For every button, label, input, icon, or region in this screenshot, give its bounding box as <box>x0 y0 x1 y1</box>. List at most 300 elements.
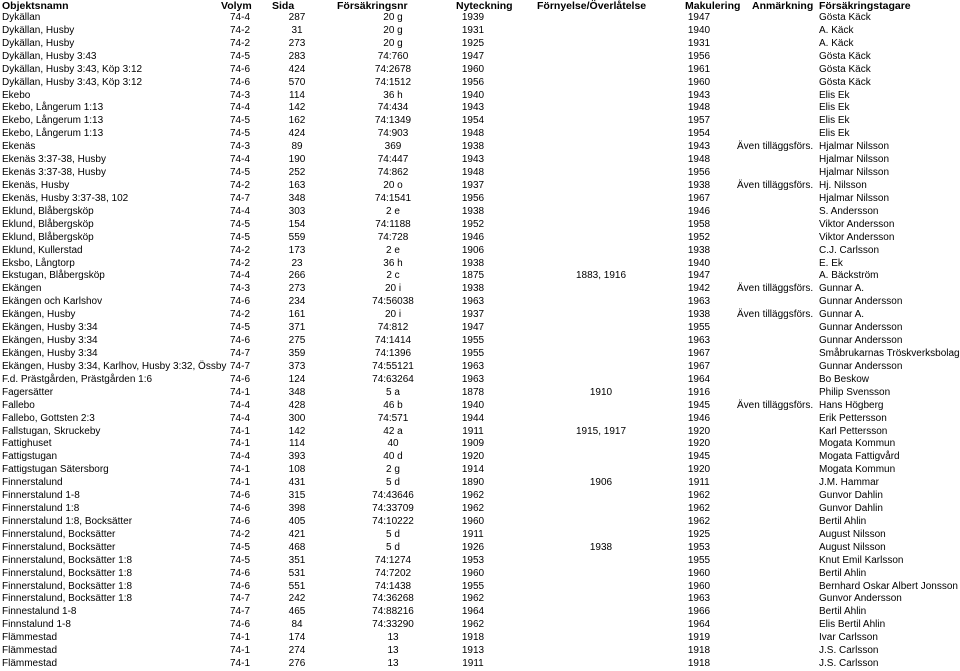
cell-makulering: 1919 <box>687 632 711 644</box>
cell-sida: 287 <box>288 12 306 23</box>
cell-nyteckning: 1962 <box>461 619 485 631</box>
cell-makulering: 1963 <box>687 296 711 308</box>
cell-nyteckning: 1878 <box>461 386 485 398</box>
header-volym: Volym <box>221 0 252 12</box>
cell-volym: 74-5 <box>229 50 250 62</box>
cell-sida: 124 <box>288 373 306 385</box>
cell-sida: 424 <box>288 63 306 75</box>
cell-forsakringsnr: 13 <box>387 632 399 644</box>
cell-nyteckning: 1940 <box>461 399 485 411</box>
cell-objektsnamn: Fattighuset <box>2 438 52 450</box>
cell-sida: 559 <box>288 231 306 243</box>
cell-makulering: 1960 <box>687 580 711 592</box>
table-row <box>0 180 960 193</box>
cell-forsakringstagare: C.J. Carlsson <box>819 244 880 256</box>
cell-volym: 74-5 <box>229 115 250 127</box>
cell-makulering: 1964 <box>687 619 711 631</box>
cell-objektsnamn: Ekenäs 3:37-38, Husby <box>2 154 106 166</box>
cell-fornyelse: 1915, 1917 <box>575 425 627 437</box>
table-row <box>0 154 960 167</box>
table-row <box>0 283 960 296</box>
table-row <box>0 555 960 568</box>
table-row <box>0 219 960 232</box>
cell-objektsnamn: Fattigstugan Sätersborg <box>2 464 109 476</box>
cell-forsakringstagare: Viktor Andersson <box>819 231 895 243</box>
cell-makulering: 1952 <box>687 231 711 243</box>
table-header <box>0 0 960 12</box>
cell-nyteckning: 1955 <box>461 580 485 592</box>
cell-forsakringstagare: Viktor Andersson <box>819 218 895 230</box>
cell-forsakringsnr: 74:2678 <box>374 63 412 75</box>
cell-makulering: 1962 <box>687 515 711 527</box>
cell-forsakringstagare: E. Ek <box>819 257 843 269</box>
cell-objektsnamn: Fallebo <box>2 399 35 411</box>
cell-nyteckning: 1960 <box>461 567 485 579</box>
cell-nyteckning: 1890 <box>461 477 485 489</box>
cell-sida: 234 <box>288 296 306 308</box>
cell-sida: 275 <box>288 335 306 347</box>
cell-forsakringsnr: 46 b <box>383 399 403 411</box>
cell-nyteckning: 1962 <box>461 503 485 515</box>
cell-nyteckning: 1875 <box>461 270 485 282</box>
cell-volym: 74-3 <box>229 141 250 153</box>
cell-nyteckning: 1955 <box>461 347 485 359</box>
cell-volym: 74-2 <box>229 244 250 256</box>
cell-objektsnamn: Fallstugan, Skruckeby <box>2 425 101 437</box>
cell-makulering: 1964 <box>687 373 711 385</box>
cell-forsakringsnr: 74:728 <box>377 231 409 243</box>
table-row <box>0 387 960 400</box>
cell-sida: 468 <box>288 541 306 553</box>
header-objektsnamn: Objektsnamn <box>2 0 69 12</box>
table-row <box>0 141 960 154</box>
table-row <box>0 258 960 271</box>
cell-volym: 74-1 <box>229 645 250 657</box>
cell-forsakringstagare: Knut Emil Karlsson <box>819 554 904 566</box>
cell-makulering: 1954 <box>687 128 711 140</box>
cell-makulering: 1967 <box>687 360 711 372</box>
cell-volym: 74-3 <box>229 89 250 101</box>
cell-sida: 300 <box>288 412 306 424</box>
cell-makulering: 1960 <box>687 567 711 579</box>
cell-nyteckning: 1953 <box>461 554 485 566</box>
header-forsakringstagare: Försäkringstagare <box>819 0 911 12</box>
cell-forsakringsnr: 20 o <box>383 179 403 191</box>
cell-forsakringsnr: 74:1396 <box>374 347 412 359</box>
cell-volym: 74-1 <box>229 438 250 450</box>
cell-forsakringsnr: 74:571 <box>377 412 409 424</box>
cell-sida: 173 <box>288 244 306 256</box>
table-row <box>0 77 960 90</box>
cell-nyteckning: 1920 <box>461 451 485 463</box>
cell-volym: 74-6 <box>229 580 250 592</box>
cell-forsakringstagare: Gösta Käck <box>819 63 871 75</box>
cell-makulering: 1945 <box>687 399 711 411</box>
table-row <box>0 529 960 542</box>
cell-objektsnamn: Finnerstalund 1:8 <box>2 503 80 515</box>
header-forsakringsnr: Försäkringsnr <box>337 0 408 12</box>
cell-forsakringsnr: 74:447 <box>377 154 409 166</box>
cell-sida: 273 <box>288 283 306 295</box>
cell-volym: 74-1 <box>229 632 250 644</box>
table-row <box>0 593 960 606</box>
cell-volym: 74-6 <box>229 335 250 347</box>
cell-makulering: 1931 <box>687 37 711 49</box>
cell-objektsnamn: Finnerstalund 1:8, Bocksätter <box>2 515 133 527</box>
cell-makulering: 1958 <box>687 218 711 230</box>
header-anmarkning: Anmärkning <box>752 0 814 12</box>
cell-forsakringstagare: Hj. Nilsson <box>819 179 867 191</box>
cell-forsakringsnr: 74:1541 <box>374 192 412 204</box>
cell-volym: 74-7 <box>229 593 250 605</box>
cell-nyteckning: 1960 <box>461 63 485 75</box>
cell-forsakringstagare: A. Käck <box>819 37 854 49</box>
table-row <box>0 38 960 51</box>
table-row <box>0 516 960 529</box>
cell-sida: 114 <box>289 438 305 450</box>
cell-objektsnamn: Ekebo, Långerum 1:13 <box>2 128 104 140</box>
cell-sida: 398 <box>288 503 306 515</box>
cell-objektsnamn: F.d. Prästgården, Prästgården 1:6 <box>2 373 153 385</box>
cell-volym: 74-7 <box>229 347 250 359</box>
cell-forsakringsnr: 5 d <box>386 541 400 553</box>
cell-nyteckning: 1938 <box>461 257 485 269</box>
cell-objektsnamn: Ekängen <box>2 283 42 295</box>
cell-makulering: 1953 <box>687 541 711 553</box>
cell-forsakringsnr: 20 g <box>383 12 403 23</box>
table-row <box>0 322 960 335</box>
cell-makulering: 1955 <box>687 554 711 566</box>
table-row <box>0 25 960 38</box>
cell-anmarkning: Även tilläggsförs. <box>737 283 814 295</box>
cell-makulering: 1938 <box>687 309 711 321</box>
table-row <box>0 581 960 594</box>
cell-objektsnamn: Finnerstalund 1-8 <box>2 490 80 502</box>
cell-nyteckning: 1964 <box>461 606 485 618</box>
cell-forsakringsnr: 74:1512 <box>374 76 412 88</box>
table-row <box>0 51 960 64</box>
cell-forsakringsnr: 74:1274 <box>374 554 412 566</box>
cell-sida: 273 <box>288 37 306 49</box>
cell-forsakringstagare: Gunnar A. <box>819 283 865 295</box>
table-row <box>0 348 960 361</box>
cell-forsakringstagare: Gunnar Andersson <box>819 322 903 334</box>
cell-objektsnamn: Fattigstugan <box>2 451 58 463</box>
table-body <box>0 12 960 671</box>
cell-volym: 74-1 <box>229 464 250 476</box>
cell-makulering: 1962 <box>687 490 711 502</box>
table-row <box>0 632 960 645</box>
table-row <box>0 374 960 387</box>
table-row <box>0 90 960 103</box>
cell-forsakringstagare: Philip Svensson <box>819 386 891 398</box>
cell-forsakringsnr: 2 e <box>386 205 400 217</box>
header-nyteckning: Nyteckning <box>456 0 513 12</box>
cell-nyteckning: 1938 <box>461 141 485 153</box>
cell-makulering: 1948 <box>687 102 711 114</box>
cell-makulering: 1948 <box>687 154 711 166</box>
cell-objektsnamn: Finnestalund 1-8 <box>2 606 77 618</box>
cell-sida: 84 <box>291 619 303 631</box>
cell-nyteckning: 1963 <box>461 296 485 308</box>
cell-forsakringsnr: 74:1349 <box>374 115 412 127</box>
cell-sida: 303 <box>288 205 306 217</box>
table-row <box>0 64 960 77</box>
cell-objektsnamn: Eklund, Blåbergsköp <box>2 231 94 243</box>
cell-volym: 74-5 <box>229 128 250 140</box>
cell-makulering: 1961 <box>687 63 711 75</box>
cell-fornyelse: 1906 <box>589 477 613 489</box>
cell-volym: 74-2 <box>229 24 250 36</box>
cell-makulering: 1962 <box>687 503 711 515</box>
cell-sida: 405 <box>288 515 306 527</box>
cell-volym: 74-5 <box>229 322 250 334</box>
cell-objektsnamn: Ekängen och Karlshov <box>2 296 103 308</box>
cell-nyteckning: 1926 <box>461 541 485 553</box>
cell-volym: 74-7 <box>229 606 250 618</box>
cell-objektsnamn: Eklund, Blåbergsköp <box>2 218 94 230</box>
cell-makulering: 1963 <box>687 335 711 347</box>
cell-nyteckning: 1914 <box>461 464 485 476</box>
cell-objektsnamn: Fagersätter <box>2 386 54 398</box>
cell-sida: 351 <box>288 554 306 566</box>
cell-forsakringsnr: 13 <box>387 645 399 657</box>
cell-makulering: 1960 <box>687 76 711 88</box>
cell-objektsnamn: Ekängen, Husby 3:34 <box>2 347 98 359</box>
cell-forsakringsnr: 2 e <box>386 244 400 256</box>
cell-makulering: 1920 <box>687 464 711 476</box>
cell-objektsnamn: Finnerstalund, Bocksätter <box>2 541 116 553</box>
table-row <box>0 477 960 490</box>
cell-makulering: 1947 <box>687 12 711 23</box>
cell-sida: 428 <box>288 399 306 411</box>
cell-nyteckning: 1943 <box>461 102 485 114</box>
cell-volym: 74-4 <box>229 12 250 23</box>
cell-forsakringsnr: 20 g <box>383 37 403 49</box>
cell-nyteckning: 1962 <box>461 490 485 502</box>
table-row <box>0 503 960 516</box>
cell-nyteckning: 1925 <box>461 37 485 49</box>
cell-sida: 551 <box>288 580 306 592</box>
table-row <box>0 193 960 206</box>
cell-sida: 114 <box>289 89 305 101</box>
table-row <box>0 426 960 439</box>
table-row <box>0 464 960 477</box>
cell-forsakringstagare: Gunvor Dahlin <box>819 490 883 502</box>
cell-sida: 154 <box>288 218 306 230</box>
cell-fornyelse: 1938 <box>589 541 613 553</box>
cell-nyteckning: 1911 <box>462 528 484 540</box>
cell-volym: 74-2 <box>229 37 250 49</box>
cell-forsakringstagare: J.M. Hammar <box>819 477 879 489</box>
cell-makulering: 1946 <box>687 205 711 217</box>
cell-forsakringsnr: 5 d <box>386 528 400 540</box>
cell-forsakringsnr: 20 i <box>384 309 402 321</box>
cell-makulering: 1918 <box>687 658 711 670</box>
cell-makulering: 1943 <box>687 141 711 153</box>
cell-sida: 142 <box>288 102 306 114</box>
cell-nyteckning: 1938 <box>461 283 485 295</box>
cell-forsakringsnr: 36 h <box>383 89 403 101</box>
cell-forsakringstagare: Mogata Fattigvård <box>819 451 900 463</box>
table-row <box>0 335 960 348</box>
header-makulering: Makulering <box>685 0 741 12</box>
cell-volym: 74-5 <box>229 218 250 230</box>
cell-forsakringsnr: 74:63264 <box>372 373 414 385</box>
cell-volym: 74-4 <box>229 399 250 411</box>
table-row <box>0 309 960 322</box>
cell-forsakringsnr: 369 <box>384 141 402 153</box>
cell-forsakringsnr: 13 <box>387 658 399 670</box>
cell-sida: 108 <box>288 464 306 476</box>
cell-forsakringsnr: 40 d <box>383 451 403 463</box>
cell-forsakringsnr: 74:903 <box>377 128 409 140</box>
cell-sida: 161 <box>288 309 306 321</box>
cell-objektsnamn: Flämmestad <box>2 645 58 657</box>
cell-forsakringstagare: Gösta Käck <box>819 76 871 88</box>
cell-volym: 74-5 <box>229 231 250 243</box>
cell-nyteckning: 1937 <box>461 179 485 191</box>
cell-makulering: 1938 <box>687 179 711 191</box>
cell-forsakringstagare: Elis Ek <box>819 115 850 127</box>
cell-forsakringstagare: Mogata Kommun <box>819 438 896 450</box>
cell-forsakringstagare: J.S. Carlsson <box>819 645 879 657</box>
cell-nyteckning: 1963 <box>461 373 485 385</box>
cell-objektsnamn: Flämmestad <box>2 658 58 670</box>
cell-forsakringsnr: 2 c <box>386 270 400 282</box>
cell-sida: 190 <box>288 154 306 166</box>
cell-sida: 315 <box>288 490 306 502</box>
cell-makulering: 1966 <box>687 606 711 618</box>
cell-makulering: 1938 <box>687 244 711 256</box>
cell-nyteckning: 1913 <box>461 645 485 657</box>
cell-sida: 163 <box>288 179 306 191</box>
cell-volym: 74-7 <box>229 360 250 372</box>
cell-sida: 348 <box>288 192 306 204</box>
cell-volym: 74-6 <box>229 373 250 385</box>
cell-sida: 89 <box>291 141 303 153</box>
cell-makulering: 1916 <box>687 386 711 398</box>
table-row <box>0 296 960 309</box>
cell-makulering: 1956 <box>687 167 711 179</box>
cell-forsakringstagare: Hans Högberg <box>819 399 884 411</box>
cell-forsakringstagare: Elis Ek <box>819 89 850 101</box>
cell-sida: 421 <box>288 528 306 540</box>
cell-forsakringsnr: 74:760 <box>377 50 409 62</box>
cell-makulering: 1925 <box>687 528 711 540</box>
table-row <box>0 490 960 503</box>
cell-objektsnamn: Finnerstalund, Bocksätter <box>2 528 116 540</box>
cell-objektsnamn: Finnerstalund, Bocksätter 1:8 <box>2 567 133 579</box>
cell-anmarkning: Även tilläggsförs. <box>737 141 814 153</box>
cell-objektsnamn: Eklund, Kullerstad <box>2 244 83 256</box>
cell-forsakringstagare: Bertil Ahlin <box>819 606 867 618</box>
cell-objektsnamn: Finnerstalund <box>2 477 63 489</box>
cell-sida: 274 <box>288 645 306 657</box>
cell-forsakringstagare: Karl Pettersson <box>819 425 888 437</box>
cell-volym: 74-1 <box>229 386 250 398</box>
cell-fornyelse: 1910 <box>589 386 613 398</box>
cell-objektsnamn: Ekebo, Långerum 1:13 <box>2 102 104 114</box>
cell-volym: 74-4 <box>229 270 250 282</box>
table-row <box>0 361 960 374</box>
cell-sida: 570 <box>288 76 306 88</box>
table-row <box>0 619 960 632</box>
cell-volym: 74-5 <box>229 541 250 553</box>
cell-forsakringstagare: Bernhard Oskar Albert Jonsson <box>819 580 958 592</box>
cell-sida: 359 <box>288 347 306 359</box>
cell-objektsnamn: Ekebo <box>2 89 31 101</box>
cell-sida: 142 <box>288 425 306 437</box>
cell-volym: 74-6 <box>229 567 250 579</box>
cell-forsakringsnr: 74:43646 <box>372 490 414 502</box>
cell-sida: 283 <box>288 50 306 62</box>
cell-forsakringstagare: Bertil Ahlin <box>819 567 867 579</box>
cell-forsakringsnr: 74:56038 <box>372 296 414 308</box>
cell-makulering: 1947 <box>687 270 711 282</box>
cell-makulering: 1955 <box>687 322 711 334</box>
cell-objektsnamn: Dykällan, Husby 3:43, Köp 3:12 <box>2 63 143 75</box>
cell-objektsnamn: Fallebo, Gottsten 2:3 <box>2 412 95 424</box>
table-row <box>0 102 960 115</box>
cell-objektsnamn: Finnstalund 1-8 <box>2 619 71 631</box>
table-row <box>0 270 960 283</box>
cell-fornyelse: 1883, 1916 <box>575 270 627 282</box>
cell-forsakringstagare: A. Käck <box>819 24 854 36</box>
cell-forsakringstagare: Hjalmar Nilsson <box>819 154 890 166</box>
cell-forsakringstagare: Gunvor Dahlin <box>819 503 883 515</box>
cell-volym: 74-1 <box>229 658 250 670</box>
cell-volym: 74-6 <box>229 619 250 631</box>
cell-forsakringstagare: Gunnar Andersson <box>819 296 903 308</box>
cell-forsakringsnr: 74:33709 <box>372 503 414 515</box>
cell-sida: 23 <box>291 257 303 269</box>
cell-nyteckning: 1962 <box>461 593 485 605</box>
cell-forsakringstagare: Bertil Ahlin <box>819 515 867 527</box>
table-row <box>0 438 960 451</box>
cell-forsakringstagare: Gösta Käck <box>819 12 871 23</box>
cell-objektsnamn: Eksbo, Långtorp <box>2 257 75 269</box>
cell-volym: 74-6 <box>229 490 250 502</box>
cell-volym: 74-6 <box>229 515 250 527</box>
cell-sida: 31 <box>291 24 303 36</box>
cell-forsakringsnr: 74:1438 <box>374 580 412 592</box>
cell-volym: 74-1 <box>229 477 250 489</box>
table-row <box>0 606 960 619</box>
cell-sida: 371 <box>288 322 306 334</box>
cell-objektsnamn: Ekenäs <box>2 141 36 153</box>
cell-volym: 74-4 <box>229 451 250 463</box>
cell-makulering: 1920 <box>687 438 711 450</box>
table-row <box>0 451 960 464</box>
table-row <box>0 245 960 258</box>
cell-sida: 373 <box>288 360 306 372</box>
cell-objektsnamn: Ekängen, Husby 3:34 <box>2 322 98 334</box>
cell-makulering: 1967 <box>687 192 711 204</box>
cell-objektsnamn: Finnerstalund, Bocksätter 1:8 <box>2 593 133 605</box>
table-row <box>0 413 960 426</box>
cell-volym: 74-3 <box>229 283 250 295</box>
cell-volym: 74-2 <box>229 179 250 191</box>
cell-objektsnamn: Dykällan, Husby 3:43, Köp 3:12 <box>2 76 143 88</box>
cell-forsakringsnr: 42 a <box>383 425 403 437</box>
cell-volym: 74-2 <box>229 528 250 540</box>
cell-objektsnamn: Dykällan <box>2 12 41 23</box>
cell-anmarkning: Även tilläggsförs. <box>737 309 814 321</box>
cell-makulering: 1911 <box>688 477 710 489</box>
cell-volym: 74-6 <box>229 63 250 75</box>
cell-objektsnamn: Ekängen, Husby 3:34 <box>2 335 98 347</box>
